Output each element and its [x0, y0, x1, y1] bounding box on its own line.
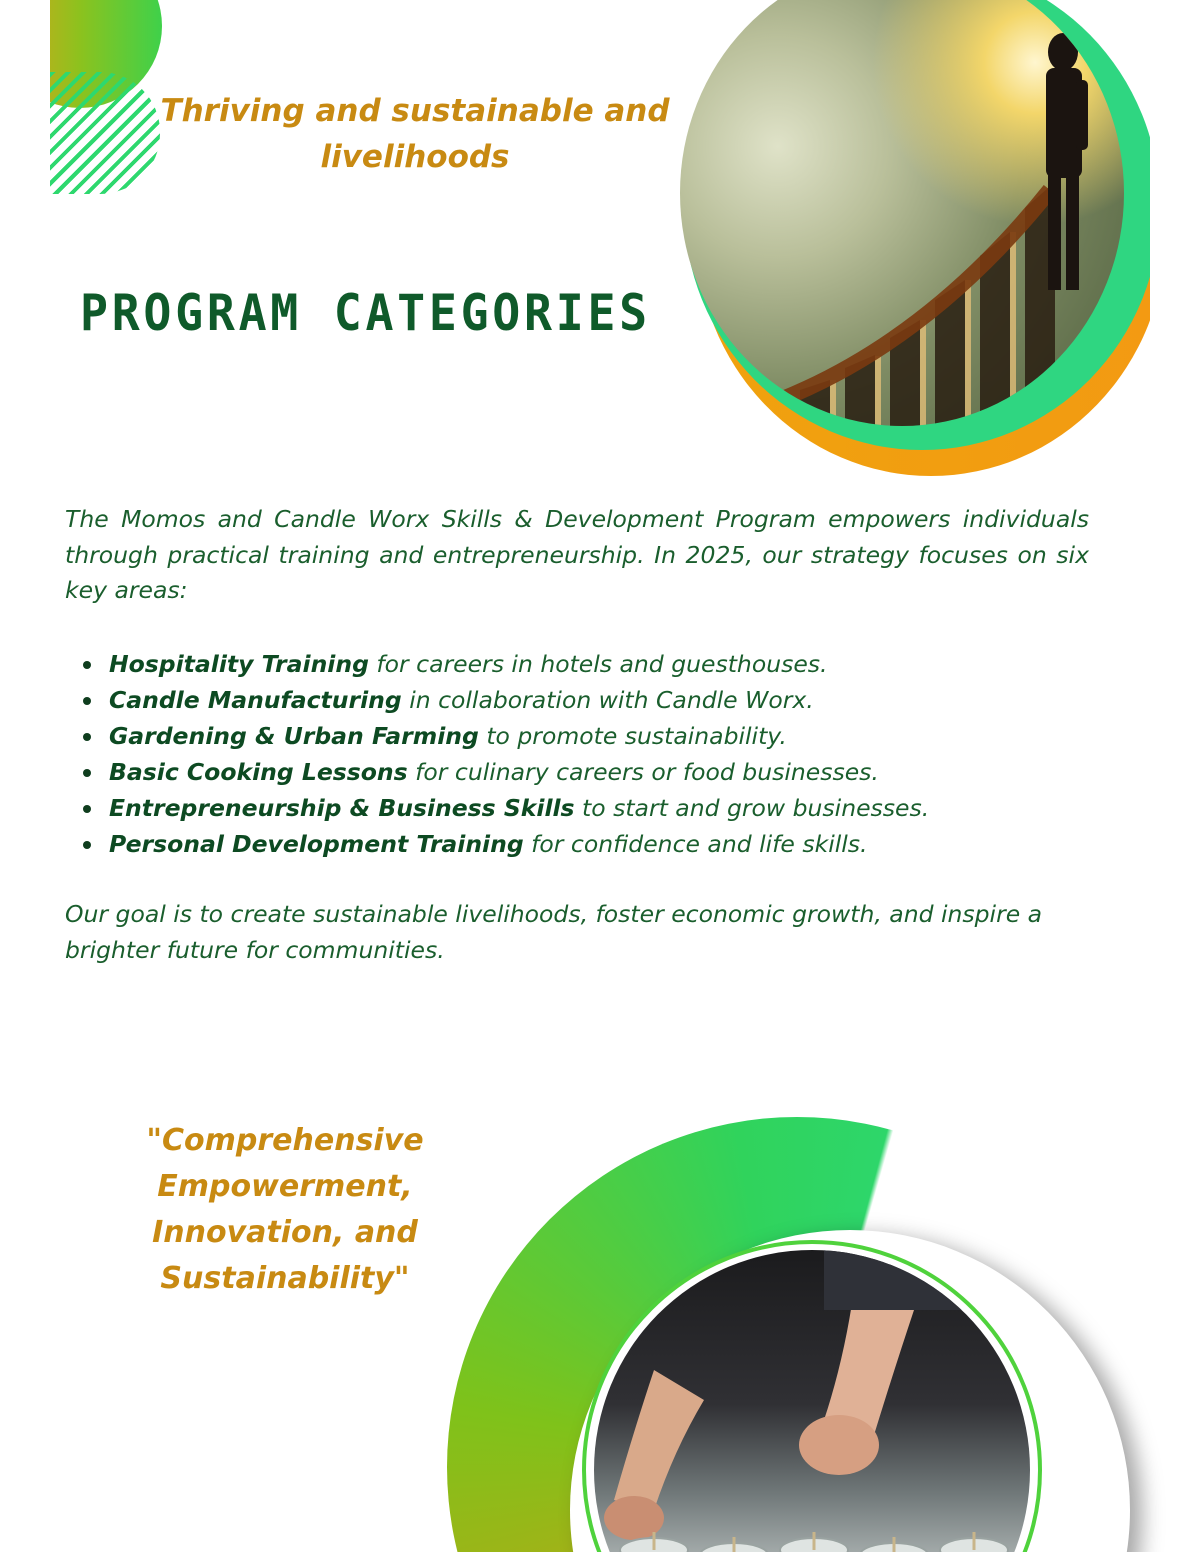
area-name: Gardening & Urban Farming: [109, 722, 479, 750]
intro-paragraph: The Momos and Candle Worx Skills & Development Program empowers individuals through practical training and entrepreneurship. In 2025, our strategy focuses on six key areas:: [65, 505, 1089, 604]
hero-image-businessman-growth: [680, 0, 1124, 426]
hero-image-group: [650, 0, 1150, 476]
bottom-image-group: [440, 1110, 1200, 1552]
list-item: [80, 682, 1100, 718]
area-name: Entrepreneurship & Business Skills: [109, 794, 575, 822]
goal-paragraph: Our goal is to create sustainable livelihoods, foster economic growth, and inspire a brighter future for communities.: [65, 900, 1043, 964]
list-item: [80, 646, 1100, 682]
bottom-image-candle-making: [594, 1250, 1030, 1552]
area-detail: to start and grow businesses.: [574, 794, 930, 822]
area-detail: for careers in hotels and guesthouses.: [368, 650, 828, 678]
page-edge-mask: [1150, 0, 1200, 480]
area-detail: for confidence and life skills.: [523, 830, 868, 858]
area-name: Personal Development Training: [109, 830, 524, 858]
area-detail: in collaboration with Candle Worx.: [401, 686, 814, 714]
area-name: Hospitality Training: [109, 650, 369, 678]
list-item: [80, 718, 1100, 754]
area-detail: to promote sustainability.: [478, 722, 787, 750]
key-areas-list: [80, 646, 1100, 862]
list-item: [80, 826, 1100, 862]
page-title: PROGRAM CATEGORIES: [80, 284, 651, 342]
area-name: Candle Manufacturing: [109, 686, 402, 714]
quote: "Comprehensive Empowerment, Innovation, and Sustainability": [146, 1123, 424, 1296]
tagline: Thriving and sustainable and livelihoods: [160, 93, 670, 175]
area-name: Basic Cooking Lessons: [109, 758, 408, 786]
list-item: [80, 754, 1100, 790]
decorative-mask: [0, 0, 50, 200]
decorative-striped-circle: [50, 72, 160, 194]
area-detail: for culinary careers or food businesses.: [407, 758, 879, 786]
list-item: [80, 790, 1100, 826]
